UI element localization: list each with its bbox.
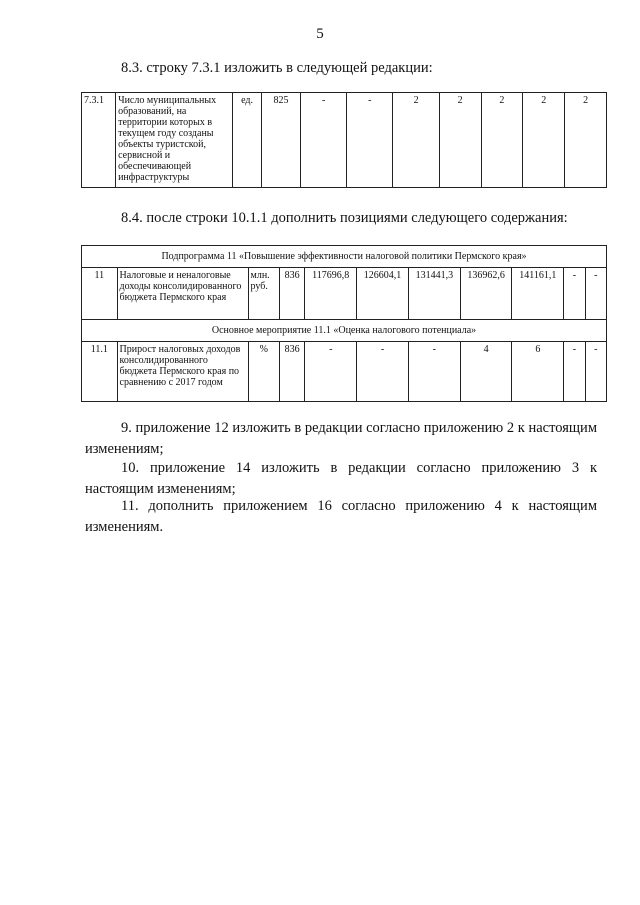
cell-name: Прирост налоговых доходов консолидированного бюджета Пермского края по сравнению с 2017 годом [117, 342, 248, 402]
subprogram-heading: Подпрограмма 11 «Повышение эффективности налоговой политики Пермского края» [82, 246, 607, 268]
table-new-positions [81, 245, 607, 402]
cell-num: 11 [82, 268, 118, 320]
cell-num: 11.1 [82, 342, 118, 402]
cell-unit: % [248, 342, 279, 402]
cell-value: 4 [460, 342, 512, 402]
cell-value: - [305, 342, 357, 402]
cell-code: 836 [279, 342, 304, 402]
cell-value: 2 [439, 93, 481, 188]
cell-name: Налоговые и неналоговые доходы консолидированного бюджета Пермского края [117, 268, 248, 320]
cell-unit: ед. [233, 93, 262, 188]
cell-value: - [357, 342, 409, 402]
cell-value: 6 [512, 342, 564, 402]
cell-value: 117696,8 [305, 268, 357, 320]
table-row-7-3-1 [81, 92, 607, 188]
measure-heading: Основное мероприятие 11.1 «Оценка налогового потенциала» [82, 320, 607, 342]
cell-num: 7.3.1 [82, 93, 116, 188]
cell-value: - [564, 342, 585, 402]
cell-value: - [408, 342, 460, 402]
cell-unit: млн. руб. [248, 268, 279, 320]
cell-value: - [585, 342, 606, 402]
cell-value: 141161,1 [512, 268, 564, 320]
cell-value: - [301, 93, 347, 188]
paragraph-item-11: 11. дополнить приложением 16 согласно приложению 4 к настоящим изменениям. [85, 498, 597, 535]
paragraph-8-4: 8.4. после строки 10.1.1 дополнить позициями следующего содержания: [121, 210, 568, 226]
cell-value: - [585, 268, 606, 320]
cell-value: - [347, 93, 393, 188]
cell-code: 825 [261, 93, 300, 188]
cell-value: 2 [393, 93, 439, 188]
cell-value: 2 [481, 93, 523, 188]
cell-value: 136962,6 [460, 268, 512, 320]
paragraph-8-3: 8.3. строку 7.3.1 изложить в следующей редакции: [121, 60, 433, 76]
cell-name: Число муниципальных образований, на территории которых в текущем году созданы объекты туристской, сервисной и обеспечивающей инфраструктуры [116, 93, 233, 188]
cell-code: 836 [279, 268, 304, 320]
cell-value: 2 [565, 93, 607, 188]
cell-value: 131441,3 [408, 268, 460, 320]
cell-value: 2 [523, 93, 565, 188]
cell-value: 126604,1 [357, 268, 409, 320]
cell-value: - [564, 268, 585, 320]
page-number: 5 [316, 26, 324, 42]
paragraph-item-9: 9. приложение 12 изложить в редакции согласно приложению 2 к настоящим изменениям; [85, 420, 597, 457]
paragraph-item-10: 10. приложение 14 изложить в редакции согласно приложению 3 к настоящим изменениям; [85, 460, 597, 497]
